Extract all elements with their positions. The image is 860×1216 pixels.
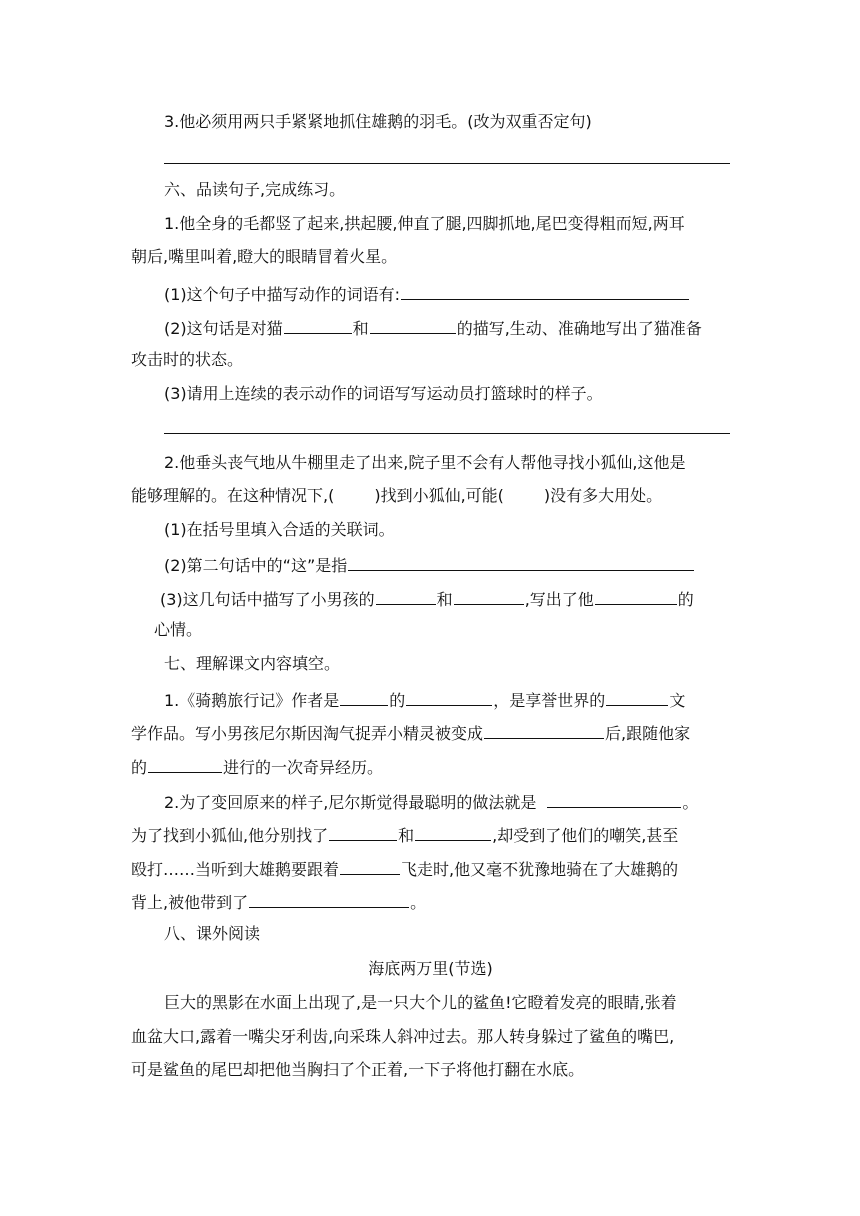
reading-paragraph-line-2: 血盆大口,露着一嘴尖牙利齿,向采珠人斜冲过去。那人转身躲过了鲨鱼的嘴巴, bbox=[131, 1027, 675, 1046]
reading-paragraph-line-1: 巨大的黑影在水面上出现了,是一只大个儿的鲨鱼!它瞪着发亮的眼睛,张着 bbox=[164, 993, 677, 1012]
answer-blank[interactable] bbox=[376, 587, 436, 605]
answer-blank[interactable] bbox=[370, 316, 456, 334]
sentence-1-line-1: 1.他全身的毛都竖了起来,拱起腰,伸直了腿,四脚抓地,尾巴变得粗而短,两耳 bbox=[164, 214, 685, 233]
answer-blank[interactable] bbox=[148, 755, 222, 773]
answer-blank[interactable] bbox=[329, 823, 397, 841]
sentence-2-line-1: 2.他垂头丧气地从牛棚里走了出来,院子里不会有人帮他寻找小狐仙,这他是 bbox=[164, 453, 686, 472]
fill-1-line-2: 学作品。写小男孩尼尔斯因淘气捉弄小精灵被变成 后,跟随他家 bbox=[131, 721, 697, 744]
sentence-2-question-3: (3)这几句话中描写了小男孩的 和 ,写出了他 的 bbox=[160, 587, 730, 610]
fill-1-line-3: 的 进行的一次奇异经历。 bbox=[131, 755, 697, 778]
answer-blank[interactable] bbox=[484, 721, 604, 739]
section-7-heading: 七、理解课文内容填空。 bbox=[164, 654, 341, 673]
answer-blank[interactable] bbox=[415, 823, 491, 841]
reading-paragraph-line-3: 可是鲨鱼的尾巴却把他当胸扫了个正着,一下子将他打翻在水底。 bbox=[131, 1060, 585, 1079]
sentence-1-question-2: (2)这句话是对猫 和 的描写,生动、准确地写出了猫准备 bbox=[164, 316, 730, 339]
sentence-1-line-2: 朝后,嘴里叫着,瞪大的眼睛冒着火星。 bbox=[131, 247, 398, 266]
sentence-1-question-2-cont: 攻击时的状态。 bbox=[131, 350, 244, 369]
answer-blank[interactable] bbox=[454, 587, 524, 605]
answer-blank[interactable] bbox=[249, 890, 409, 908]
section-6-heading: 六、品读句子,完成练习。 bbox=[164, 180, 346, 199]
sentence-2-line-2: 能够理解的。在这种情况下,( )找到小狐仙,可能( )没有多大用处。 bbox=[131, 486, 663, 505]
fill-2-line-1: 2.为了变回原来的样子,尼尔斯觉得最聪明的做法就是 。 bbox=[164, 790, 730, 813]
fill-2-line-3: 殴打……当听到大雄鹅要跟着 飞走时,他又毫不犹豫地骑在了大雄鹅的 bbox=[131, 857, 697, 880]
answer-blank[interactable] bbox=[284, 316, 352, 334]
answer-line[interactable] bbox=[164, 433, 730, 434]
answer-blank[interactable] bbox=[547, 790, 681, 808]
question-3: 3.他必须用两只手紧紧地抓住雄鹅的羽毛。(改为双重否定句) bbox=[164, 112, 592, 131]
answer-blank[interactable] bbox=[401, 282, 689, 300]
sentence-2-question-3-cont: 心情。 bbox=[154, 620, 203, 639]
sentence-1-question-1: (1)这个句子中描写动作的词语有: bbox=[164, 282, 730, 305]
answer-blank[interactable] bbox=[406, 688, 492, 706]
answer-blank[interactable] bbox=[340, 857, 400, 875]
reading-title: 海底两万里(节选) bbox=[368, 959, 493, 978]
section-8-heading: 八、课外阅读 bbox=[164, 924, 261, 943]
answer-blank[interactable] bbox=[340, 688, 388, 706]
sentence-1-question-3: (3)请用上连续的表示动作的词语写写运动员打篮球时的样子。 bbox=[164, 384, 603, 403]
answer-blank[interactable] bbox=[606, 688, 668, 706]
answer-line[interactable] bbox=[164, 163, 730, 164]
fill-1-line-1: 1.《骑鹅旅行记》作者是 的 ，是享誉世界的 文 bbox=[164, 688, 730, 711]
sentence-2-question-2: (2)第二句话中的“这”是指 bbox=[164, 553, 730, 576]
answer-blank[interactable] bbox=[595, 587, 677, 605]
sentence-2-question-1: (1)在括号里填入合适的关联词。 bbox=[164, 520, 395, 539]
fill-2-line-2: 为了找到小狐仙,他分别找了 和 ,却受到了他们的嘲笑,甚至 bbox=[131, 823, 697, 846]
fill-2-line-4: 背上,被他带到了 。 bbox=[131, 890, 697, 913]
answer-blank[interactable] bbox=[348, 553, 694, 571]
